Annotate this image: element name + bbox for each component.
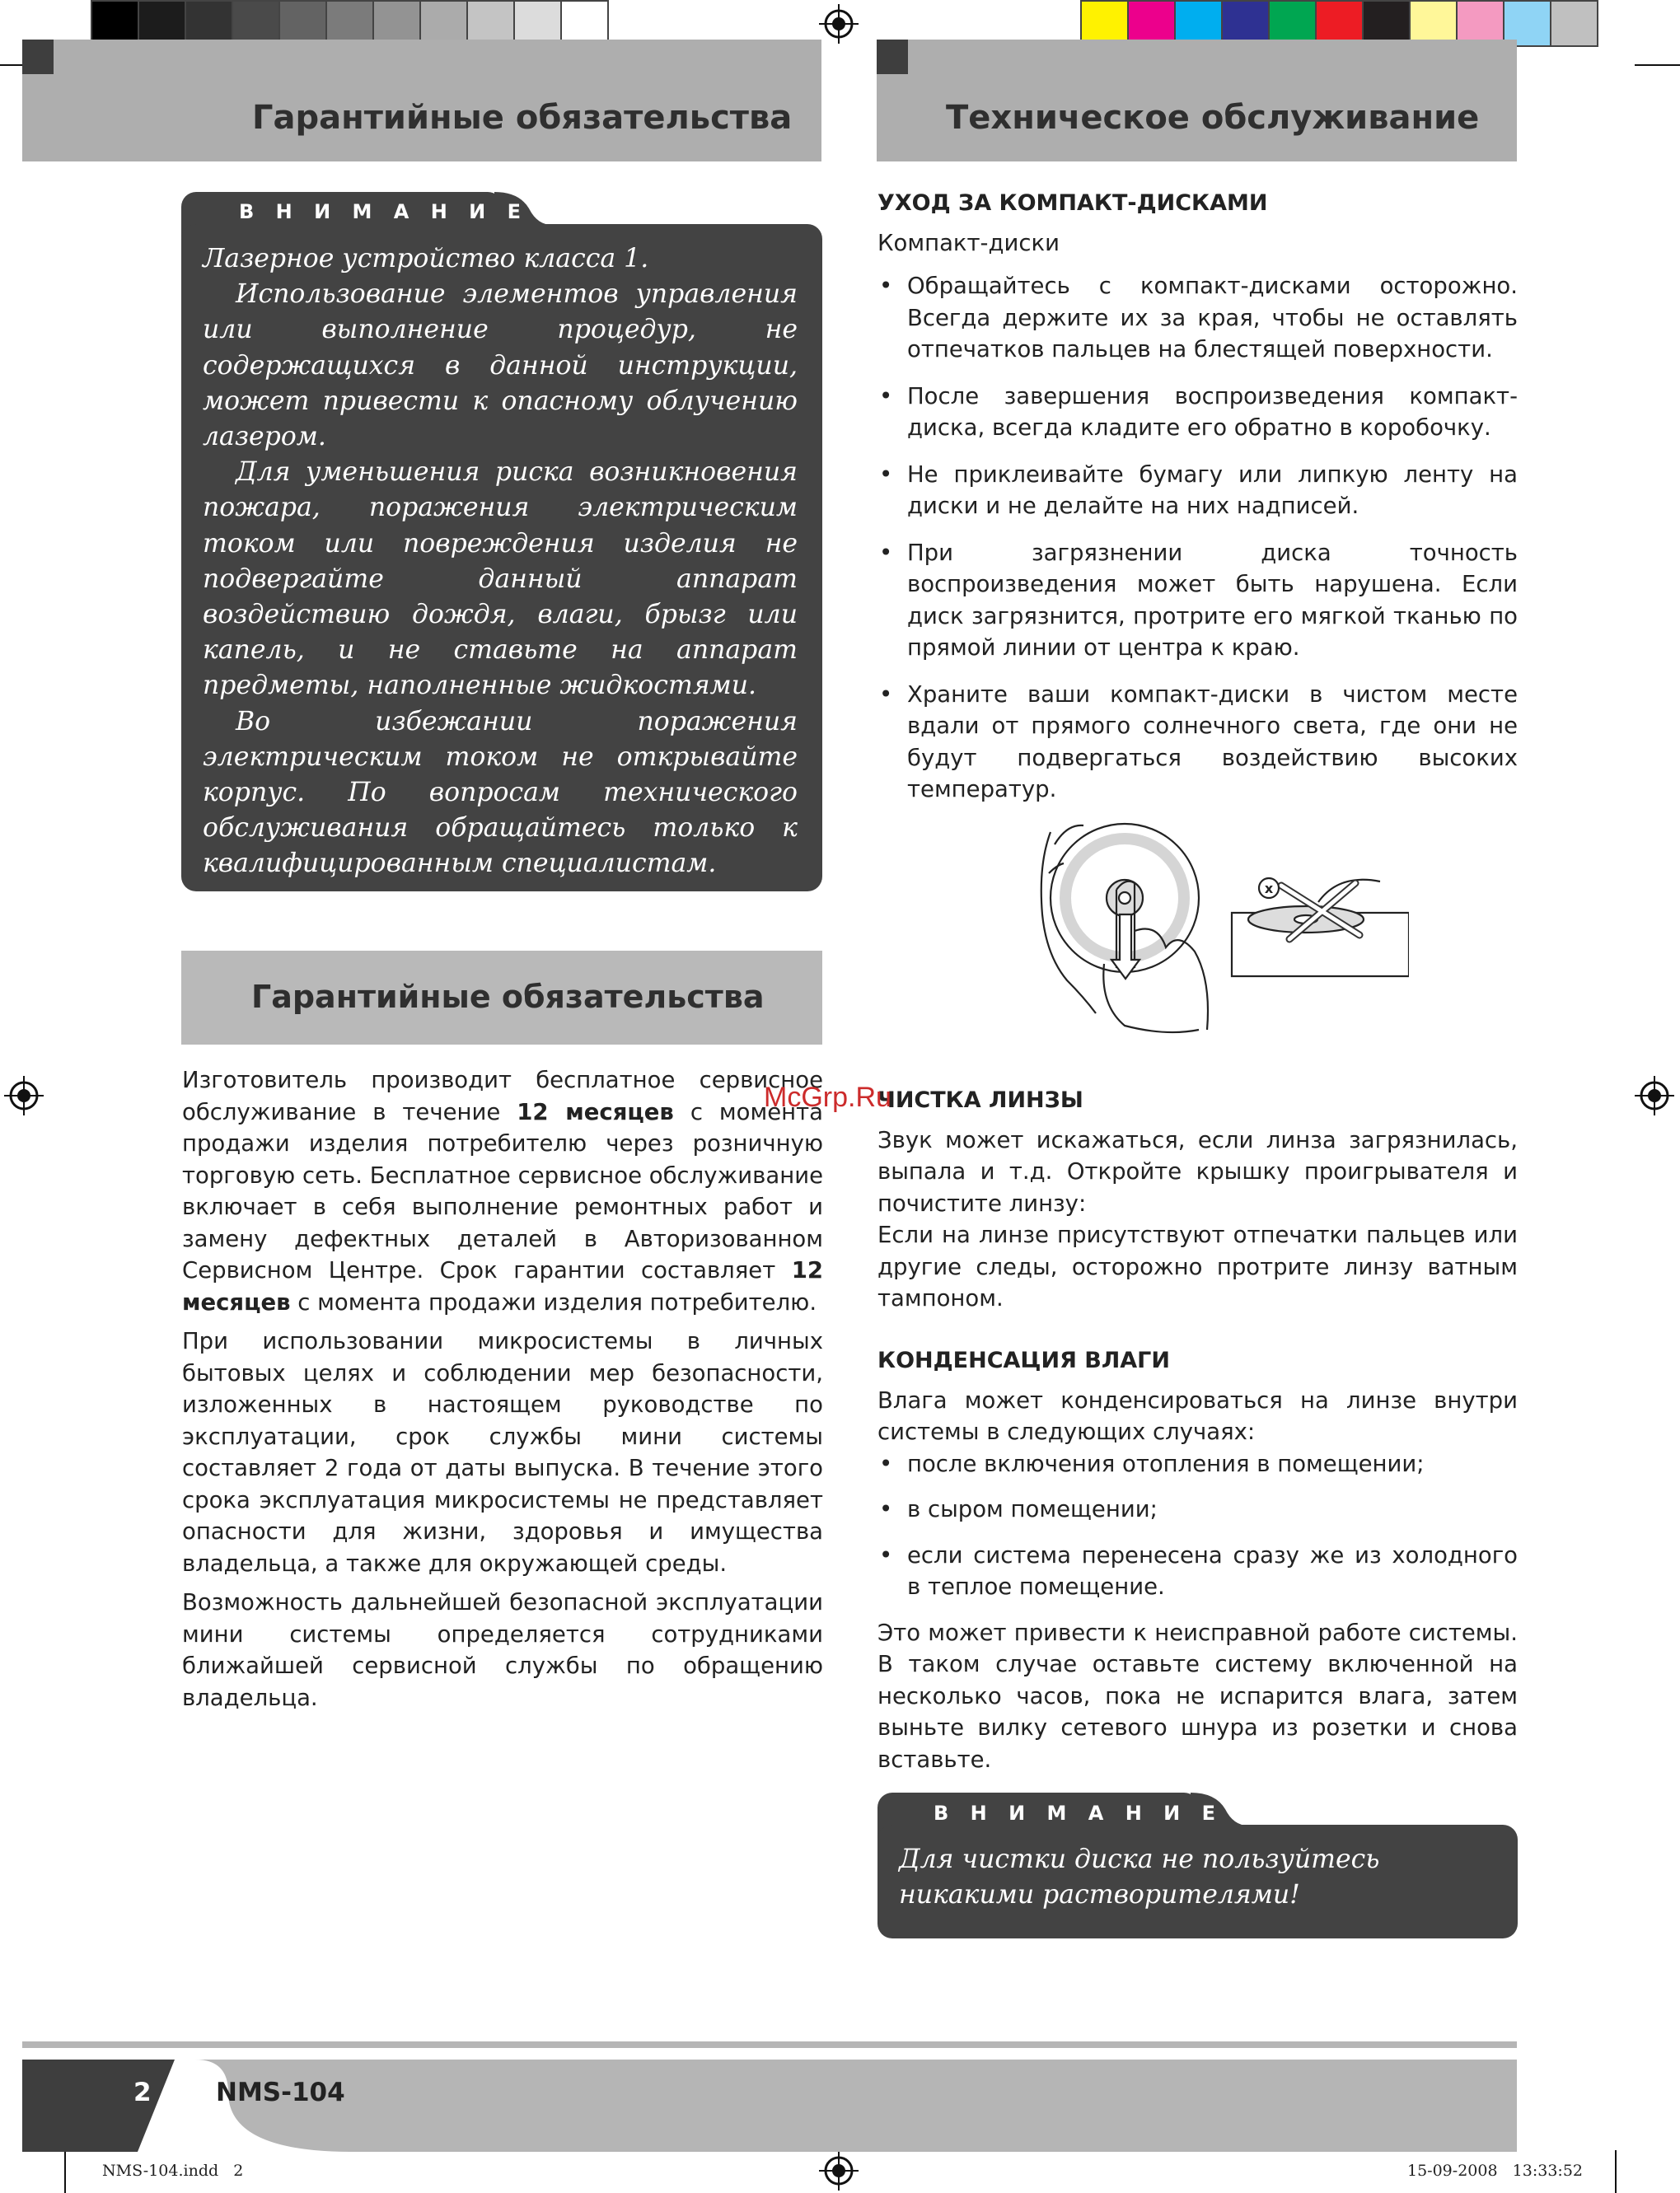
lens-heading: ЧИСТКА ЛИНЗЫ — [877, 1087, 1083, 1113]
list-item: • если система перенесена сразу же из холодного в теплое помещение. — [877, 1540, 1518, 1603]
condensation-heading: КОНДЕНСАЦИЯ ВЛАГИ — [877, 1348, 1170, 1373]
date-info: 15-09-2008 13:33:52 — [1407, 2162, 1583, 2180]
header-corner-right — [877, 40, 908, 74]
warning-text-solvents: Для чистки диска не пользуйтесь никакими растворителями! — [899, 1845, 1380, 1910]
condensation-intro: Влага может конденсироваться на линзе внутри системы в следующих случаях: — [877, 1386, 1518, 1445]
lens-paragraph: Звук может искажаться, если линза загрязнилась, выпала и т.д. Откройте крышку проигрывателя и почистите линзу: — [877, 1126, 1518, 1217]
x-mark-label: x — [1264, 881, 1274, 896]
warning-paragraph: Для уменьшения риска возникновения пожара, поражения электрическим током или повреждения изделия не подвергайте данный аппарат воздействию дождя, влаги, брызг или капель, и не ставьте на аппарат предметы, наполненные жидкостями. — [203, 457, 798, 701]
warranty-paragraph: При использовании микросистемы в личных бытовых целях и соблюдении мер безопасности, изложенных в настоящем руководстве по эксплуатации, срок службы мини системы составляет 2 года от даты выпуска. В течение этого срока эксплуатация микросистемы не представляет опасности для жизни, здоровья и имущества владельца, а также для окружающей среды. — [182, 1328, 823, 1577]
warranty-paragraph: Возможность дальнейшей безопасной эксплуатации мини системы определяется сотрудниками ближайшей сервисной службы по обращению владельца. — [182, 1589, 823, 1711]
cd-care-list — [877, 270, 1518, 806]
list-item: • Не приклеивайте бумагу или липкую ленту на диски и не делайте на них надписей. — [877, 459, 1518, 522]
warranty-paragraph: Изготовитель производит бесплатное сервисное обслуживание в течение 12 месяцев с момента продажи изделия потребителю через розничную торговую сеть. Бесплатное сервисное обслуживание включает в себя выполнение ремонтных работ и замену дефектных деталей в Авторизованном Сервисном Центре. Срок гарантии составляет 12 месяцев с момента продажи изделия потребителю. — [182, 1067, 823, 1316]
model-name: NMS-104 — [216, 2078, 345, 2107]
page-title-left: Гарантийные обязательства — [252, 99, 793, 137]
warning-paragraph: Лазерное устройство класса 1. — [203, 244, 649, 274]
cd-care-heading: УХОД ЗА КОМПАКТ-ДИСКАМИ — [877, 190, 1268, 216]
condensation-outro: Это может привести к неисправной работе системы. В таком случае оставьте систему включенной на несколько часов, пока не испарится влага, затем выньте вилку сетевого шнура из розетки и снова вставьте. — [877, 1619, 1518, 1773]
color-swatch — [1550, 0, 1598, 47]
cd-care-subheading: Компакт-диски — [877, 229, 1060, 256]
warranty-text — [182, 1064, 823, 1721]
page-number: 2 — [133, 2078, 152, 2107]
crop-mark — [1615, 2150, 1617, 2193]
list-item: • Обращайтесь с компакт-дисками осторожно. Всегда держите их за края, чтобы не оставлять отпечатков пальцев на блестящей поверхности. — [877, 270, 1518, 366]
crop-mark — [1635, 64, 1680, 66]
registration-mark-icon — [819, 4, 859, 44]
lens-paragraph: Если на линзе присутствуют отпечатки пальцев или другие следы, осторожно протрите линзу ватным тампоном. — [877, 1222, 1518, 1312]
list-item: • в сыром помещении; — [877, 1494, 1518, 1526]
registration-mark-icon — [4, 1076, 44, 1115]
header-corner-left — [22, 40, 54, 74]
warning-paragraph: Во избежании поражения электрическим током не открывайте корпус. По вопросам технического обслуживания обращайтесь только к квалифицированным специалистам. — [203, 706, 798, 879]
condensation-list — [877, 1448, 1518, 1603]
warning-label: В Н И М А Н И Е ! — [239, 200, 559, 223]
lens-section — [877, 1085, 1518, 1322]
warning-label: В Н И М А Н И Е ! — [934, 1802, 1254, 1825]
registration-mark-icon — [819, 2151, 859, 2191]
cd-care-section — [877, 188, 1518, 821]
condensation-section — [877, 1345, 1518, 1783]
page-title-right: Техническое обслуживание — [946, 99, 1480, 137]
watermark: McGrp.Ru — [764, 1082, 891, 1113]
registration-mark-icon — [1635, 1076, 1674, 1115]
file-info: NMS-104.indd 2 — [102, 2162, 244, 2180]
list-item: • после включения отопления в помещении; — [877, 1448, 1518, 1480]
list-item: • После завершения воспроизведения компакт-диска, всегда кладите его обратно в коробочку. — [877, 381, 1518, 444]
section-title-warranty: Гарантийные обязательства — [251, 979, 765, 1015]
warning-paragraph: Использование элементов управления или выполнение процедур, не содержащихся в данной инструкции, может привести к опасному облучению лазером. — [203, 279, 798, 452]
list-item: • При загрязнении диска точность воспроизведения может быть нарушена. Если диск загрязнится, протрите его мягкой тканью по прямой линии от центра к краю. — [877, 537, 1518, 664]
cd-handling-illustration — [1034, 816, 1409, 1038]
footer-rule — [22, 2041, 1517, 2048]
list-item: • Храните ваши компакт-диски в чистом месте вдали от прямого солнечного света, где они не будут подвергаться воздействию высоких температур. — [877, 679, 1518, 806]
crop-mark — [64, 2150, 66, 2193]
warning-text-laser — [203, 241, 798, 882]
